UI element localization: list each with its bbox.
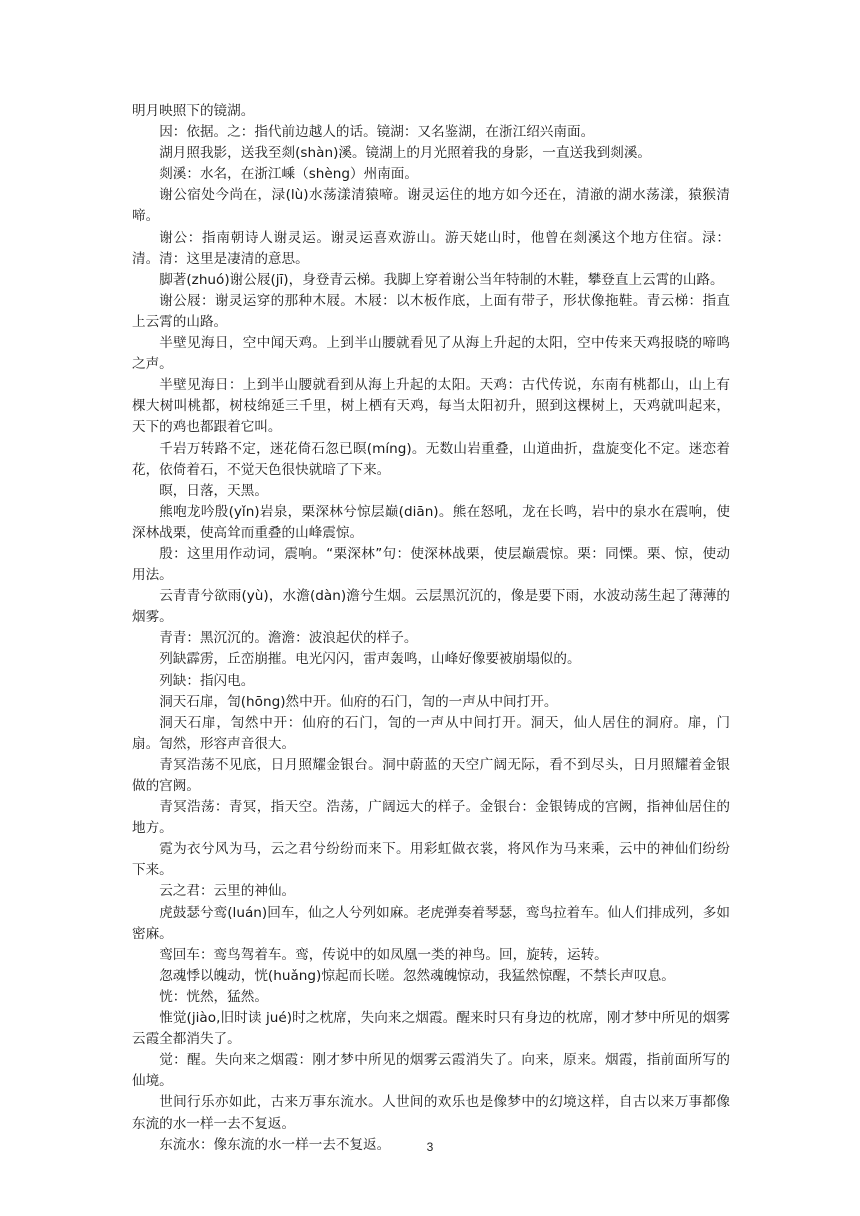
paragraph-22: 青冥浩荡：青冥，指天空。浩荡，广阔远大的样子。金银台：金银铸成的宫阙，指神仙居住的地方。	[132, 799, 730, 837]
paragraph-11: 千岩万转路不定，迷花倚石忽已暝(míng)。无数山岩重叠，山道曲折，盘旋变化不定。迷恋着花，依倚着石，不觉天色很快就暗了下来。	[132, 440, 730, 478]
paragraph-3: 湖月照我影，送我至剡(shàn)溪。镜湖上的月光照着我的身影，一直送我到剡溪。	[159, 145, 652, 162]
paragraph-20: 洞天石扉，訇然中开：仙府的石门，訇的一声从中间打开。洞天，仙人居住的洞府。扉，门扇。訇然，形容声音很大。	[132, 714, 730, 752]
paragraph-28: 恍：恍然，猛然。	[159, 988, 268, 1005]
paragraph-31: 世间行乐亦如此，古来万事东流水。人世间的欢乐也是像梦中的幻境这样，自古以来万事都像东流的水一样一去不复返。	[132, 1094, 730, 1132]
paragraph-16: 青青：黑沉沉的。澹澹：波浪起伏的样子。	[159, 630, 418, 647]
paragraph-17: 列缺霹雳，丘峦崩摧。电光闪闪，雷声轰鸣，山峰好像要被崩塌似的。	[159, 651, 581, 668]
paragraph-19: 洞天石扉，訇(hōng)然中开。仙府的石门，訇的一声从中间打开。	[159, 693, 558, 710]
paragraph-6: 谢公：指南朝诗人谢灵运。谢灵运喜欢游山。游天姥山时，他曾在剡溪这个地方住宿。渌：清。清：这里是凄清的意思。	[132, 229, 730, 267]
paragraph-25: 虎鼓瑟兮鸾(luán)回车，仙之人兮列如麻。老虎弹奏着琴瑟，鸾鸟拉着车。仙人们排成列，多如密麻。	[132, 904, 730, 942]
paragraph-2: 因：依据。之：指代前边越人的话。镜湖：又名鉴湖，在浙江绍兴南面。	[159, 124, 595, 141]
paragraph-9: 半壁见海日，空中闻天鸡。上到半山腰就看见了从海上升起的太阳，空中传来天鸡报晓的啼鸣之声。	[132, 335, 730, 373]
paragraph-4: 剡溪：水名，在浙江嵊（shèng）州南面。	[159, 166, 418, 183]
paragraph-24: 云之君：云里的神仙。	[159, 883, 296, 900]
paragraph-12: 暝，日落，天黑。	[159, 482, 268, 499]
paragraph-13: 熊咆龙吟殷(yǐn)岩泉，栗深林兮惊层巅(diān)。熊在怒吼，龙在长鸣，岩中的泉水在震响，使深林战栗，使高耸而重叠的山峰震惊。	[132, 503, 730, 541]
paragraph-23: 霓为衣兮风为马，云之君兮纷纷而来下。用彩虹做衣裳，将风作为马来乘，云中的神仙们纷纷下来。	[132, 841, 730, 879]
paragraph-10: 半壁见海日：上到半山腰就看到从海上升起的太阳。天鸡：古代传说，东南有桃都山，山上有棵大树叫桃都，树枝绵延三千里，树上栖有天鸡，每当太阳初升，照到这棵树上，天鸡就叫起来，天下的鸡也都跟着它叫。	[132, 377, 730, 436]
paragraph-29: 惟觉(jiào,旧时读 jué)时之枕席，失向来之烟霞。醒来时只有身边的枕席，刚才梦中所见的烟雾云霞全都消失了。	[132, 1010, 730, 1048]
page-body	[132, 101, 730, 1156]
paragraph-8: 谢公屐：谢灵运穿的那种木屐。木屐：以木板作底，上面有带子，形状像拖鞋。青云梯：指直上云霄的山路。	[132, 292, 730, 330]
paragraph-30: 觉：醒。失向来之烟霞：刚才梦中所见的烟雾云霞消失了。向来，原来。烟霞，指前面所写的仙境。	[132, 1052, 730, 1090]
paragraph-26: 鸾回车：鸾鸟驾着车。鸾，传说中的如凤凰一类的神鸟。回，旋转，运转。	[159, 946, 608, 963]
paragraph-32: 东流水：像东流的水一样一去不复返。	[159, 1136, 391, 1153]
paragraph-1: 明月映照下的镜湖。	[132, 103, 255, 119]
paragraph-15: 云青青兮欲雨(yù)，水澹(dàn)澹兮生烟。云层黑沉沉的，像是要下雨，水波动荡生起了薄薄的烟雾。	[132, 588, 730, 626]
paragraph-18: 列缺：指闪电。	[159, 672, 255, 689]
page-number: 3	[426, 1140, 434, 1154]
paragraph-21: 青冥浩荡不见底，日月照耀金银台。洞中蔚蓝的天空广阔无际，看不到尽头，日月照耀着金银做的宫阙。	[132, 756, 730, 794]
paragraph-5: 谢公宿处今尚在，渌(lù)水荡漾清猿啼。谢灵运住的地方如今还在，清澈的湖水荡漾，猿猴清啼。	[132, 187, 730, 225]
paragraph-7: 脚著(zhuó)谢公屐(jī)，身登青云梯。我脚上穿着谢公当年特制的木鞋，攀登直上云霄的山路。	[159, 271, 724, 288]
paragraph-14: 殷：这里用作动词，震响。“栗深林”句：使深林战栗，使层巅震惊。栗：同慄。栗、惊，使动用法。	[132, 545, 730, 584]
paragraph-27: 忽魂悸以魄动，恍(huǎng)惊起而长嗟。忽然魂魄惊动，我猛然惊醒，不禁长声叹息。	[159, 967, 675, 984]
